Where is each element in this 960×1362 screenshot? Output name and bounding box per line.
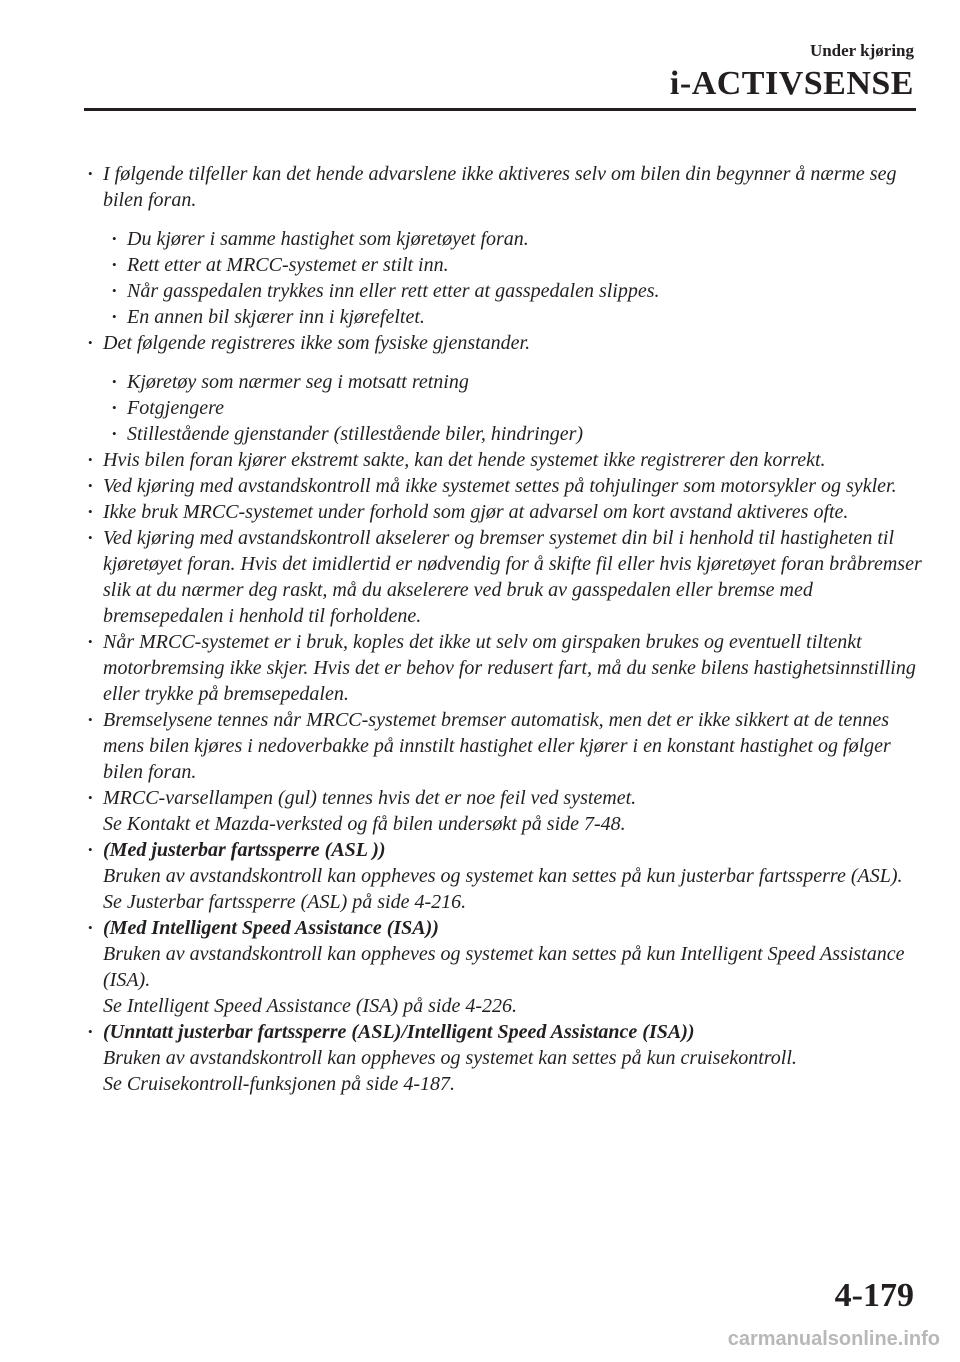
item-heading: • (Med Intelligent Speed Assistance (ISA)) xyxy=(103,917,439,939)
item-text: Bruken av avstandskontroll kan oppheves og systemet kan settes på kun cruisekontroll. xyxy=(103,1047,797,1069)
sub-list xyxy=(86,213,926,330)
list-item xyxy=(86,1019,926,1097)
sub-list-item: • Rett etter at MRCC-systemet er stilt inn. xyxy=(86,252,926,278)
item-text: Bruken av avstandskontroll kan oppheves og systemet kan settes på kun justerbar fartssperre (ASL). xyxy=(103,865,903,887)
item-heading: • (Unntatt justerbar fartssperre (ASL)/Intelligent Speed Assistance (ISA)) xyxy=(103,1021,695,1043)
list-item: • Når MRCC-systemet er i bruk, koples det ikke ut selv om girspaken brukes og eventuell tiltenkt motorbremsing ikke skjer. Hvis det er behov for redusert fart, må du senke bilens hastighetsinnstilling eller trykke på bremsepedalen. xyxy=(86,629,926,707)
list-item xyxy=(86,837,926,915)
sub-list xyxy=(86,356,926,447)
list-item: • Bremselysene tennes når MRCC-systemet bremser automatisk, men det er ikke sikkert at de tennes mens bilen kjøres i nedoverbakke på innstilt hastighet eller kjører i en konstant hastighet og følger bilen foran. xyxy=(86,707,926,785)
sub-list-item: • Når gasspedalen trykkes inn eller rett etter at gasspedalen slippes. xyxy=(86,278,926,304)
page-reference: Se Intelligent Speed Assistance (ISA) på side 4-226. xyxy=(103,995,517,1017)
item-text: Bruken av avstandskontroll kan oppheves og systemet kan settes på kun Intelligent Speed Assistance (ISA). xyxy=(103,943,905,991)
list-item xyxy=(86,785,926,837)
list-item: • I følgende tilfeller kan det hende advarslene ikke aktiveres selv om bilen din begynner å nærme seg bilen foran. xyxy=(86,161,926,213)
item-text: • MRCC-varsellampen (gul) tennes hvis det er noe feil ved systemet. xyxy=(103,787,637,809)
page-reference: Se Justerbar fartssperre (ASL) på side 4-216. xyxy=(103,891,467,913)
list-item: • Det følgende registreres ikke som fysiske gjenstander. xyxy=(86,330,926,356)
sub-list-item: • Du kjører i samme hastighet som kjøretøyet foran. xyxy=(86,226,926,252)
page-reference: Se Cruisekontroll-funksjonen på side 4-187. xyxy=(103,1073,455,1095)
page-header xyxy=(670,40,914,104)
chapter-title: i-ACTIVSENSE xyxy=(669,65,914,102)
header-rule xyxy=(84,108,916,111)
list-item: • Ikke bruk MRCC-systemet under forhold som gjør at advarsel om kort avstand aktiveres ofte. xyxy=(86,499,926,525)
watermark: carmanualsonline.info xyxy=(727,1328,940,1350)
list-item: • Ved kjøring med avstandskontroll akselerer og bremser systemet din bil i henhold til hastigheten til kjøretøyet foran. Hvis det imidlertid er nødvendig for å skifte fil eller hvis kjøretøyet foran bråbremser slik at du nærmer deg raskt, må du akselerere ved bruk av gasspedalen eller bremse med bremsepedalen i henhold til forholdene. xyxy=(86,525,926,629)
list-item: • Ved kjøring med avstandskontroll må ikke systemet settes på tohjulinger som motorsykler og sykler. xyxy=(86,473,926,499)
page-reference: Se Kontakt et Mazda-verksted og få bilen undersøkt på side 7-48. xyxy=(103,813,626,835)
sub-list-item: • Fotgjengere xyxy=(86,395,926,421)
bullet-list xyxy=(86,161,926,1097)
list-item: • Hvis bilen foran kjører ekstremt sakte, kan det hende systemet ikke registrerer den korrekt. xyxy=(86,447,926,473)
sub-list-item: • Stillestående gjenstander (stillestående biler, hindringer) xyxy=(86,421,926,447)
section-title: Under kjøring xyxy=(809,41,914,60)
item-heading: • (Med justerbar fartssperre (ASL )) xyxy=(103,839,386,861)
sub-list-item: • En annen bil skjærer inn i kjørefeltet. xyxy=(86,304,926,330)
page-number: 4-179 xyxy=(834,1277,914,1314)
list-item xyxy=(86,915,926,1019)
sub-list-item: • Kjøretøy som nærmer seg i motsatt retning xyxy=(86,369,926,395)
